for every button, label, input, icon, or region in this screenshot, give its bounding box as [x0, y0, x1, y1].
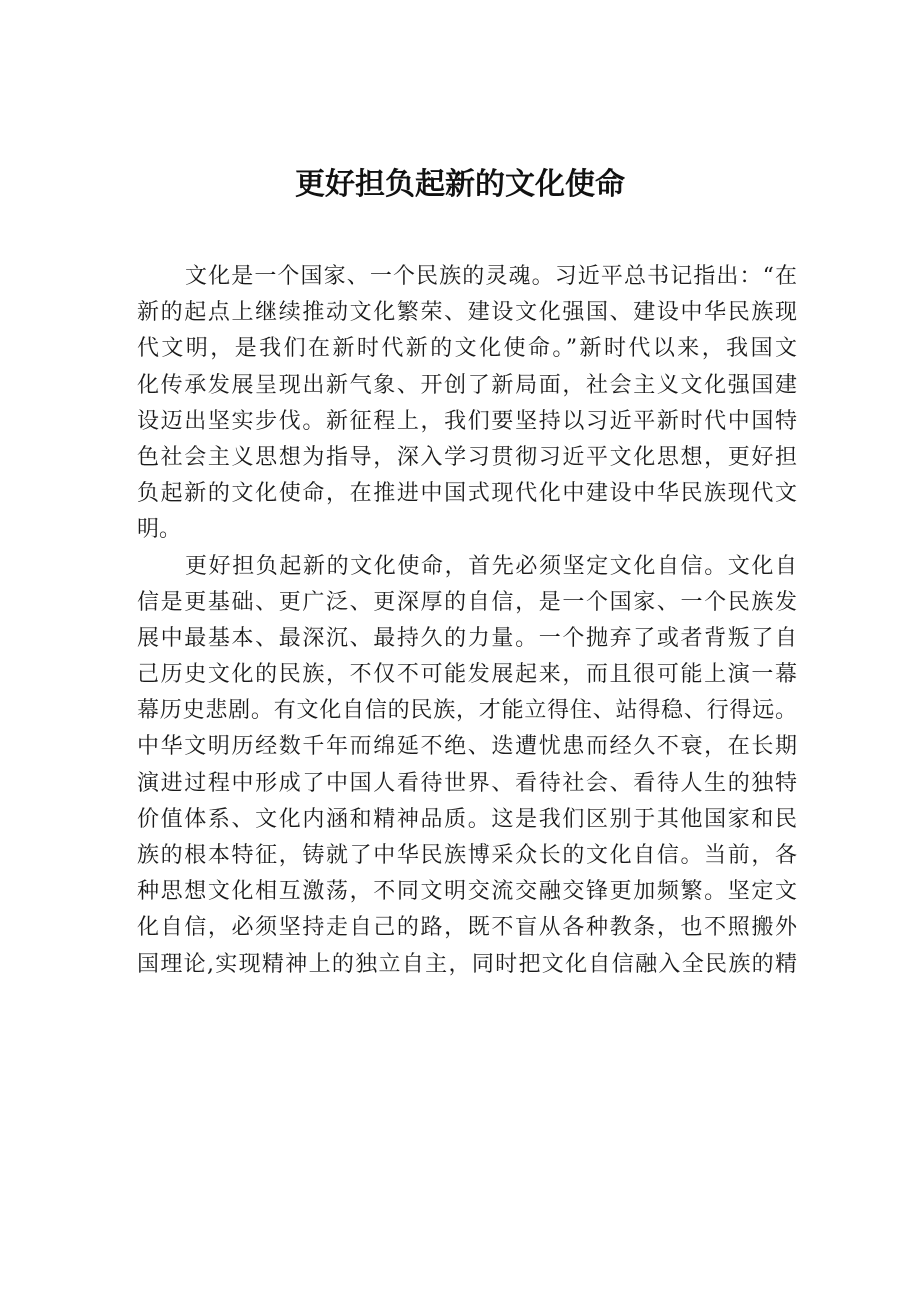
- paragraph-2-line-7: 演进过程中形成了中国人看待世界、看待社会、看待人生的独特: [137, 770, 797, 796]
- paragraph-2-line-9: 族的根本特征，铸就了中华民族博采众长的文化自信。当前，各: [137, 843, 797, 868]
- paragraph-1-line-1: 文化是一个国家、一个民族的灵魂。习近平总书记指出：“在: [185, 264, 797, 289]
- paragraph-2-line-10: 种思想文化相互激荡，不同文明交流交融交锋更加频繁。坚定文: [137, 879, 797, 905]
- paragraph-1-line-8: 明。: [137, 517, 182, 543]
- paragraph-2-line-1: 更好担负起新的文化使命，首先必须坚定文化自信。文化自: [185, 553, 797, 579]
- paragraph-2-line-12: 国理论,实现精神上的独立自主，同时把文化自信融入全民族的精: [137, 951, 797, 977]
- paragraph-2-line-2: 信是更基础、更广泛、更深厚的自信，是一个国家、一个民族发: [137, 589, 797, 615]
- paragraph-2-line-5: 幕历史悲剧。有文化自信的民族，才能立得住、站得稳、行得远。: [137, 698, 797, 724]
- paragraph-2-line-11: 化自信，必须坚持走自己的路，既不盲从各种教条，也不照搬外: [137, 915, 797, 941]
- paragraph-2-line-4: 己历史文化的民族，不仅不可能发展起来，而且很可能上演一幕: [137, 662, 797, 688]
- paragraph-2-line-3: 展中最基本、最深沉、最持久的力量。一个抛弃了或者背叛了自: [137, 625, 797, 651]
- paragraph-1-line-6: 色社会主义思想为指导，深入学习贯彻习近平文化思想，更好担: [137, 444, 797, 470]
- document-title: 更好担负起新的文化使命: [295, 167, 625, 202]
- paragraph-2-line-8: 价值体系、文化内涵和精神品质。这是我们区别于其他国家和民: [137, 806, 797, 832]
- paragraph-1-line-4: 化传承发展呈现出新气象、开创了新局面，社会主义文化强国建: [137, 372, 797, 398]
- paragraph-1-line-7: 负起新的文化使命，在推进中国式现代化中建设中华民族现代文: [137, 481, 797, 507]
- paragraph-2-line-6: 中华文明历经数千年而绵延不绝、迭遭忧患而经久不衰，在长期: [137, 734, 797, 760]
- paragraph-1-line-5: 设迈出坚实步伐。新征程上，我们要坚持以习近平新时代中国特: [137, 408, 797, 434]
- paragraph-1-line-2: 新的起点上继续推动文化繁荣、建设文化强国、建设中华民族现: [137, 300, 797, 326]
- paragraph-1-line-3: 代文明，是我们在新时代新的文化使命。”新时代以来，我国文: [137, 336, 797, 362]
- document-body: [137, 259, 797, 983]
